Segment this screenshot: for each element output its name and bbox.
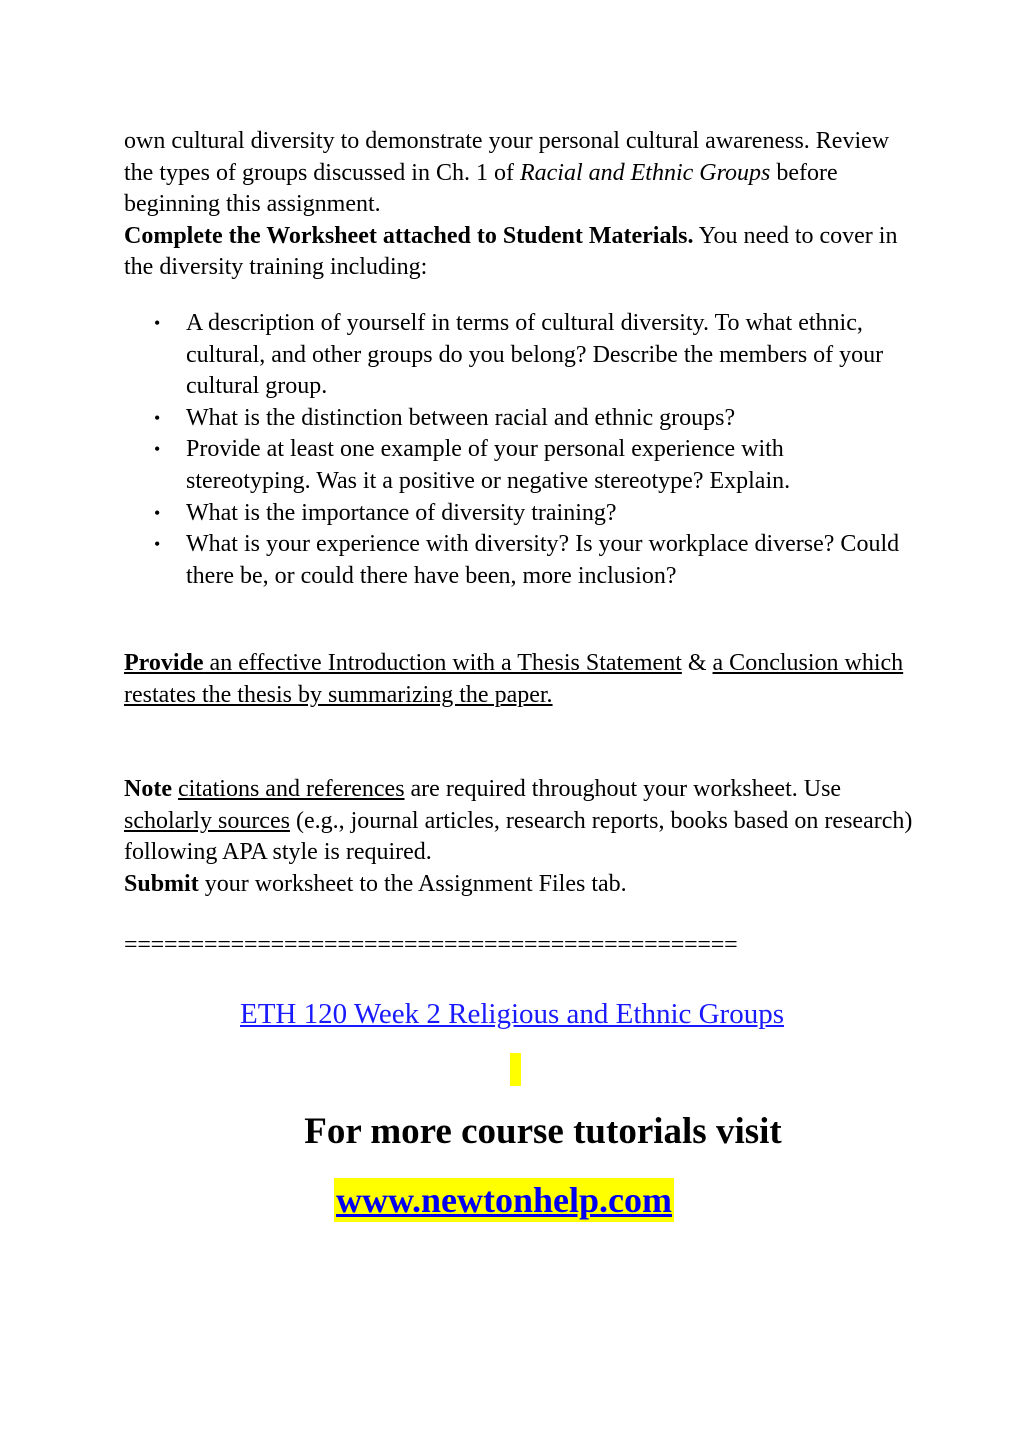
provide-bold: Provide — [124, 650, 204, 676]
provide-underlined-2: a Conclusion which restates the thesis by summarizing the paper. — [124, 650, 904, 708]
bullet-icon: • — [154, 534, 161, 555]
note-underlined-1: citations and references — [177, 776, 405, 802]
course-link[interactable]: ETH 120 Week 2 Religious and Ethnic Groups — [239, 998, 785, 1030]
promo-url-link[interactable]: www.newtonhelp.com — [336, 1180, 673, 1220]
note-underlined-2: scholarly sources — [124, 807, 290, 834]
intro-paragraph — [124, 126, 914, 284]
list-item — [154, 434, 906, 497]
list-item — [154, 529, 906, 592]
list-item — [154, 498, 906, 530]
promo-heading: For more course tutorials visit — [304, 1111, 782, 1152]
instruction-bold: Complete the Worksheet attached to Student Materials. — [124, 222, 694, 249]
list-item-text: What is the importance of diversity training? — [186, 499, 617, 526]
list-item-text: What is your experience with diversity? Is your workplace diverse? Could there be, or could there have been, more inclusion? — [186, 531, 900, 589]
provide-underlined-1: an effective Introduction with a Thesis Statement — [203, 650, 682, 676]
bullet-icon: • — [154, 502, 161, 523]
promo-url-highlight — [334, 1178, 674, 1222]
note-text-2: (e.g., journal articles, research reports, books based on research) following APA style is required. — [124, 807, 913, 866]
book-title: Racial and Ethnic Groups — [519, 159, 771, 186]
separator-line: ============================================== — [124, 932, 738, 958]
note-paragraph — [124, 774, 914, 900]
note-bold: Note — [124, 776, 172, 802]
list-item — [154, 308, 906, 403]
list-item-text: Provide at least one example of your personal experience with stereotyping. Was it a positive or negative stereotype? Explain. — [186, 436, 791, 494]
intro-after-title: before beginning this assignment. — [124, 159, 838, 218]
bullet-icon: • — [154, 407, 161, 428]
provide-connector: & — [681, 650, 713, 676]
note-text-1: are required throughout your worksheet. Use — [404, 776, 842, 802]
list-item — [154, 403, 906, 435]
bullet-icon: • — [154, 313, 161, 333]
bullet-icon: • — [154, 439, 161, 460]
intro-text: own cultural diversity to demonstrate your personal cultural awareness. Review the types of groups discussed in Ch. 1 of — [124, 128, 890, 186]
requirements-list — [154, 308, 906, 592]
submit-bold: Submit — [124, 870, 199, 897]
instruction-rest: You need to cover in the diversity training including: — [124, 222, 898, 281]
list-item-text: What is the distinction between racial and ethnic groups? — [186, 404, 736, 431]
provide-paragraph — [124, 648, 914, 711]
list-item-text: A description of yourself in terms of cultural diversity. To what ethnic, cultural, and other groups do you belong? Describe the members of your cultural group. — [186, 310, 884, 400]
course-link-row — [0, 996, 1024, 1032]
submit-rest: your worksheet to the Assignment Files tab. — [198, 870, 627, 897]
highlight-marker — [510, 1053, 521, 1086]
